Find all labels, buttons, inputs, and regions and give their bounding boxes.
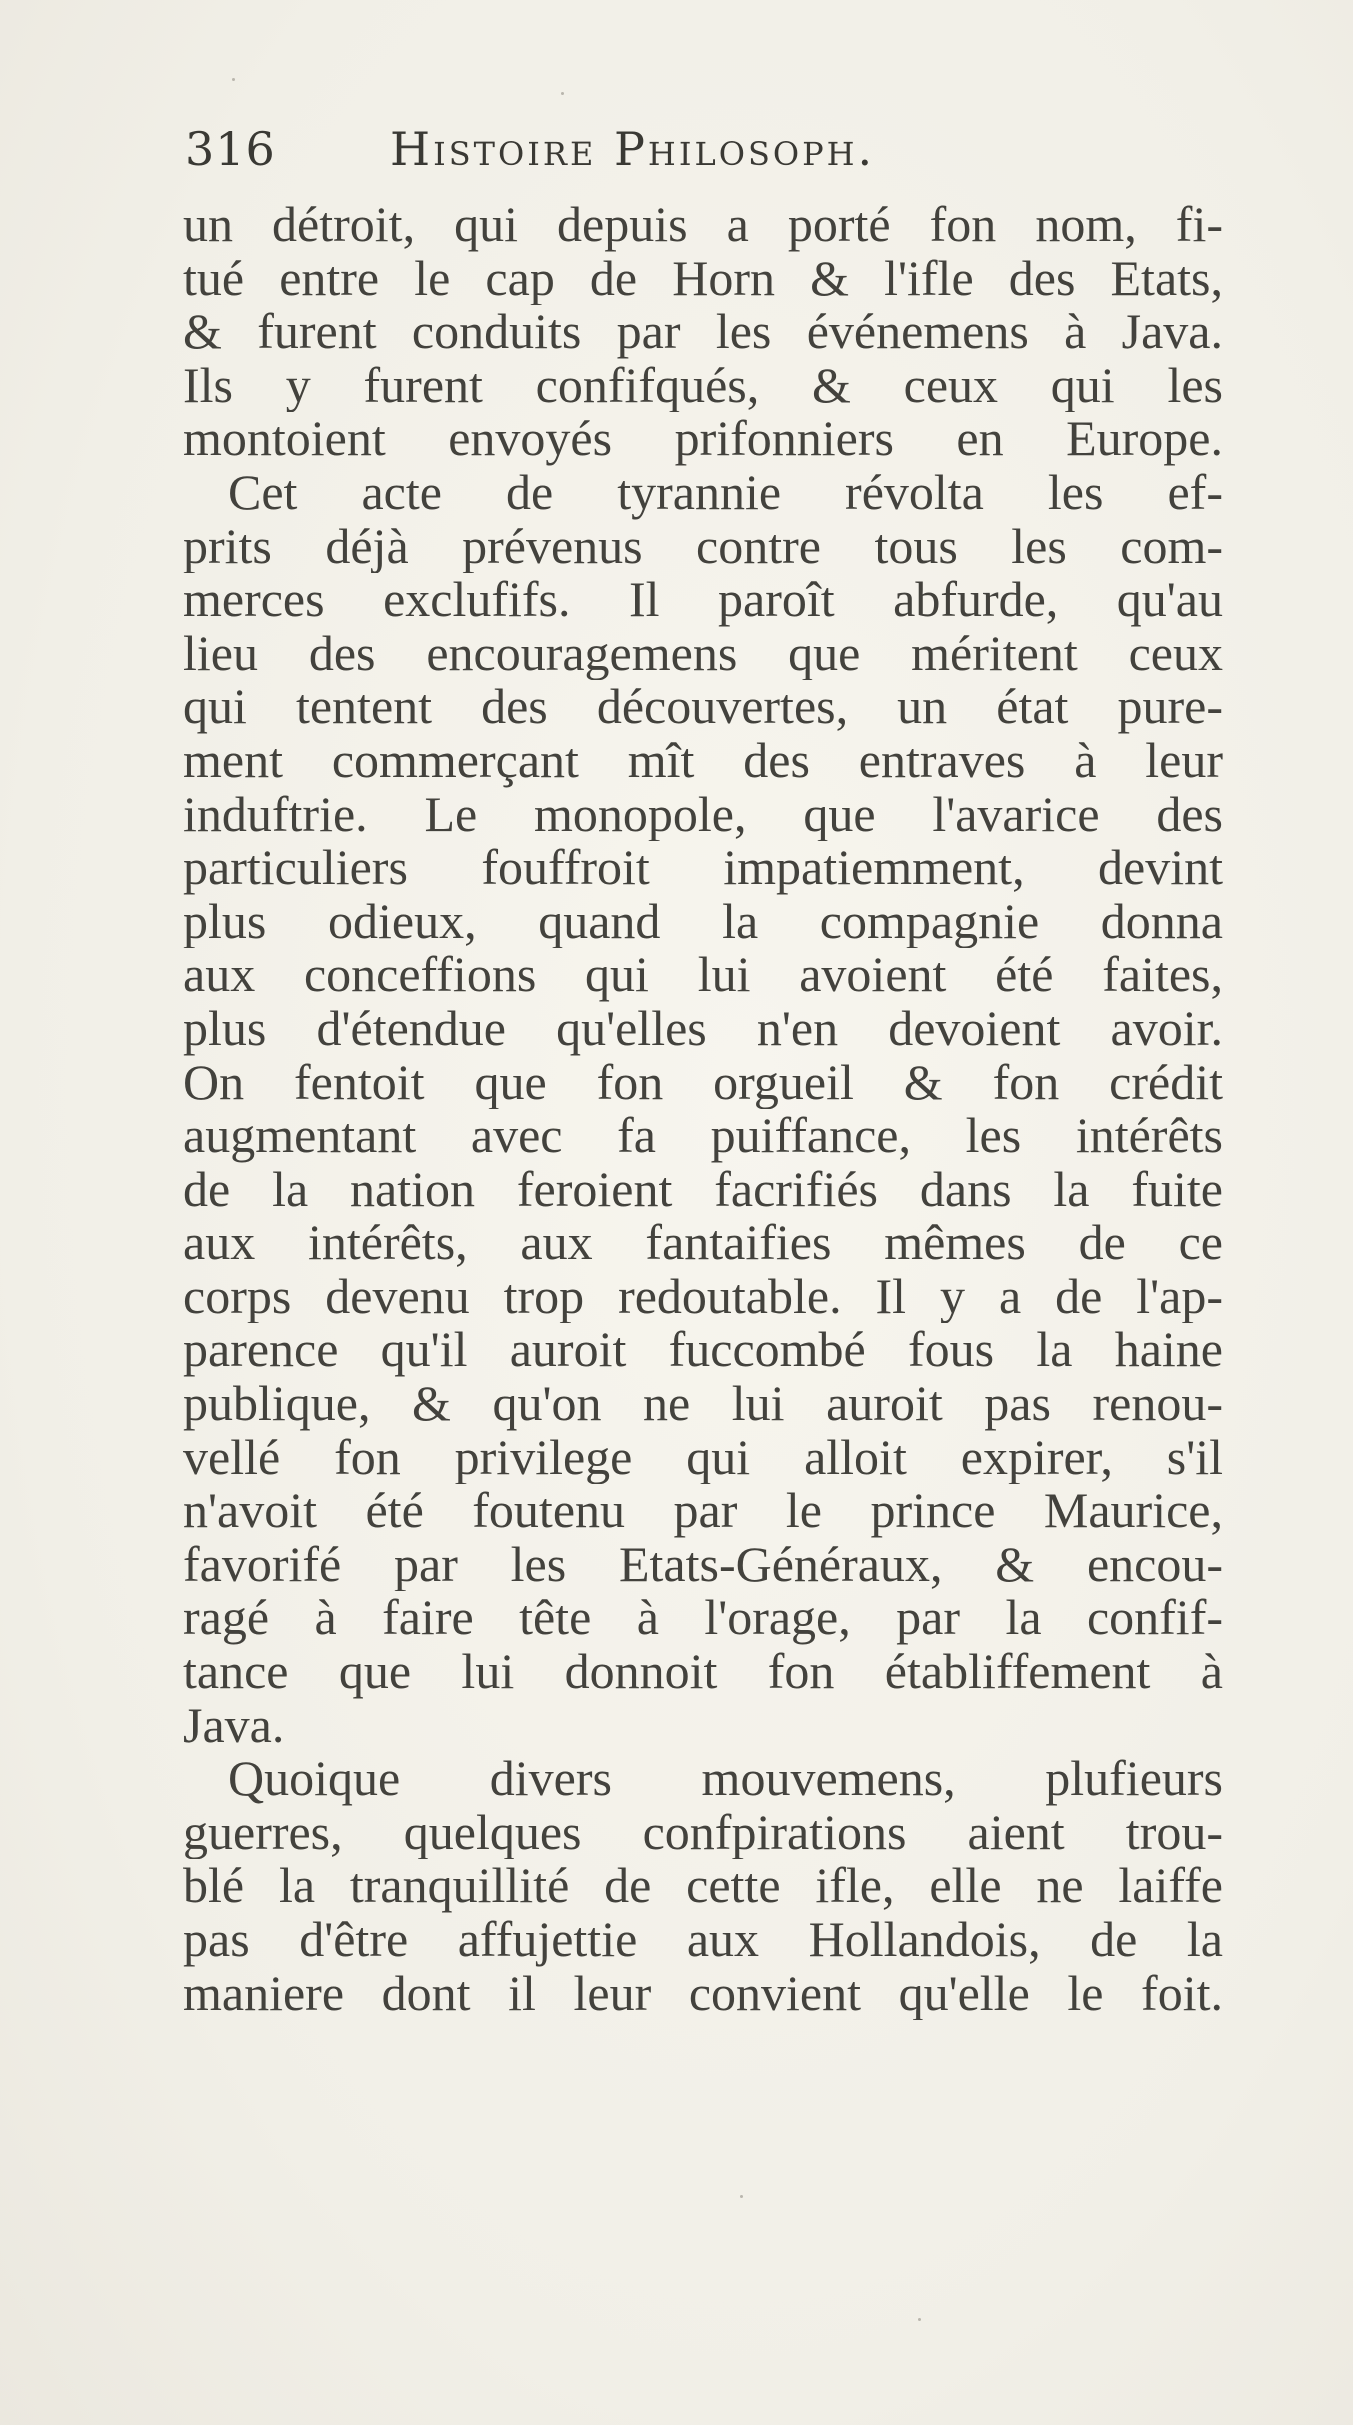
text-line: de la nation feroient facrifiés dans la fuite — [183, 1162, 1223, 1217]
text-line: plus d'étendue qu'elles n'en devoient avoir. — [183, 1001, 1223, 1056]
text-line: prits déjà prévenus contre tous les com- — [183, 519, 1223, 574]
text-line: tance que lui donnoit fon établiffement à — [183, 1645, 1223, 1699]
text-line: aux intérêts, aux fantaifies mêmes de ce — [183, 1216, 1223, 1270]
paper-speck — [561, 92, 564, 95]
text-line: maniere dont il leur convient qu'elle le foit. — [183, 1966, 1223, 2021]
paragraph-end-line: Java. — [183, 1698, 285, 1753]
text-line: montoient envoyés prifonniers en Europe. — [183, 412, 1223, 466]
paper-speck — [918, 2318, 921, 2321]
text-line: qui tentent des découvertes, un état pure- — [183, 680, 1223, 734]
text-line: vellé fon privilege qui alloit expirer, s'il — [183, 1430, 1223, 1485]
text-line: tué entre le cap de Horn & l'ifle des Etats, — [183, 251, 1223, 306]
text-line: un détroit, qui depuis a porté fon nom, fi- — [183, 198, 1223, 252]
running-title: Histoire Philosoph. — [390, 122, 876, 176]
paragraph-start-line: Cet acte de tyrannie révolta les ef- — [228, 465, 1223, 520]
text-line: aux conceffions qui lui avoient été faites, — [183, 948, 1223, 1002]
text-line: ment commerçant mît des entraves à leur — [183, 733, 1223, 788]
page-header — [185, 118, 1185, 188]
text-line: On fentoit que fon orgueil & fon crédit — [183, 1055, 1223, 1110]
body-text — [183, 198, 1223, 2020]
text-line: induftrie. Le monopole, que l'avarice des — [183, 787, 1223, 842]
text-line: augmentant avec fa puiffance, les intérêts — [183, 1109, 1223, 1163]
text-line: guerres, quelques confpirations aient trou- — [183, 1805, 1223, 1860]
page-number: 316 — [185, 122, 276, 176]
text-line: pas d'être affujettie aux Hollandois, de la — [183, 1913, 1223, 1967]
paper-speck — [232, 78, 235, 81]
text-line: & furent conduits par les événemens à Java. — [183, 305, 1223, 359]
text-line: n'avoit été foutenu par le prince Maurice, — [183, 1484, 1223, 1538]
text-line: parence qu'il auroit fuccombé fous la haine — [183, 1323, 1223, 1378]
text-line: blé la tranquillité de cette ifle, elle ne laiffe — [183, 1859, 1223, 1913]
text-line: Ils y furent confifqués, & ceux qui les — [183, 358, 1223, 413]
text-line: ragé à faire tête à l'orage, par la confif- — [183, 1591, 1223, 1646]
paper-speck — [740, 2195, 743, 2198]
text-line: merces exclufifs. Il paroît abfurde, qu'au — [183, 573, 1223, 627]
paragraph-start-line: Quoique divers mouvemens, plufieurs — [228, 1752, 1223, 1806]
text-line: publique, & qu'on ne lui auroit pas renou- — [183, 1377, 1223, 1431]
text-line: favorifé par les Etats-Généraux, & encou- — [183, 1537, 1223, 1592]
text-line: plus odieux, quand la compagnie donna — [183, 894, 1223, 949]
text-line: lieu des encouragemens que méritent ceux — [183, 626, 1223, 681]
text-line: corps devenu trop redoutable. Il y a de l'ap- — [183, 1269, 1223, 1324]
text-line: particuliers fouffroit impatiemment, devint — [183, 841, 1223, 895]
